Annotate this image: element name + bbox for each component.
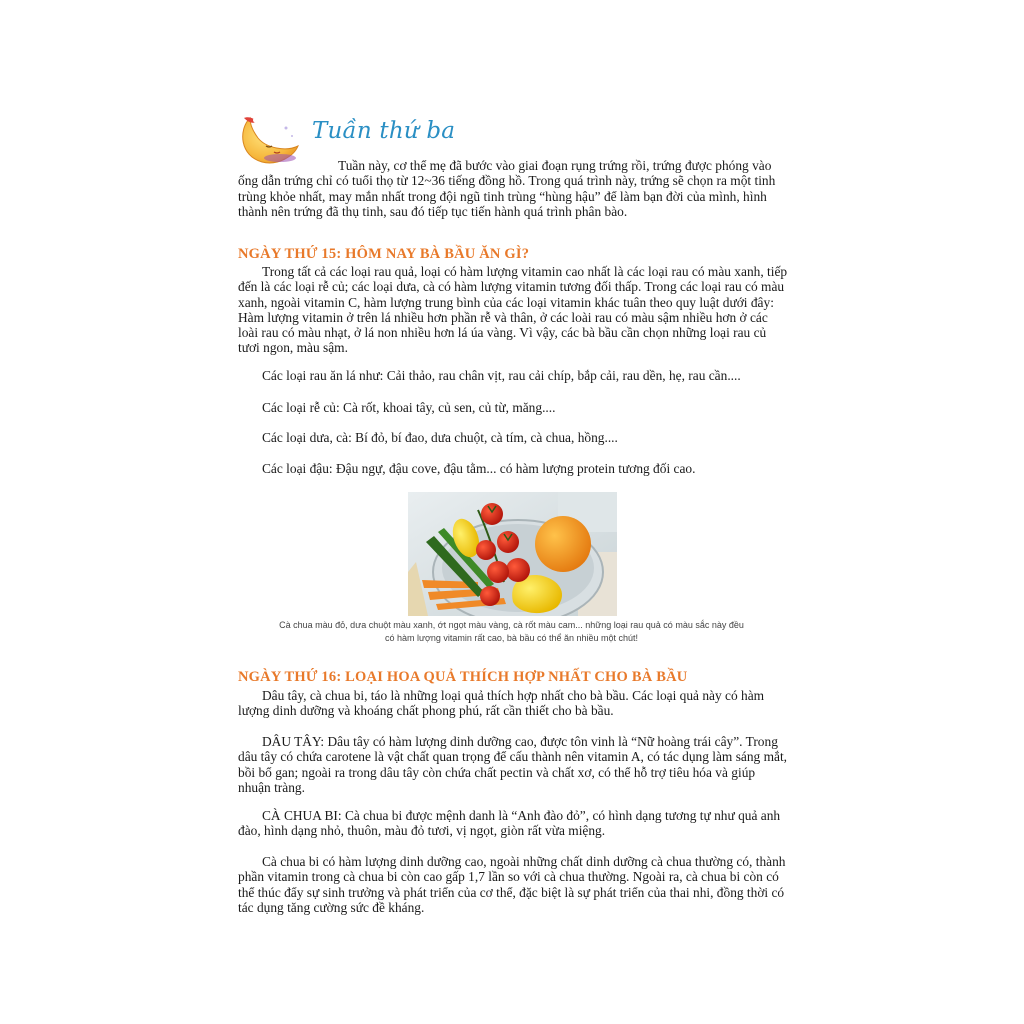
vegetable-basket-photo [408, 492, 617, 616]
day16-paragraph: Cà chua bi có hàm lượng dinh dưỡng cao, ngoài những chất dinh dưỡng cà chua thường có, thành phần vitamin trong cà chua bi còn cao gấp 1,7 lần so với cà chua thường. Ngoài ra, cà chua bi còn có thể thúc đẩy sự sinh trưởng và phát triển của cơ thể, đặc biệt là sự phát triển của thai nhi, đồng thời có tác dụng tăng cường sức đề kháng. [238, 854, 786, 915]
caption-line-1: Cà chua màu đỏ, dưa chuột màu xanh, ớt ngọt màu vàng, cà rốt màu cam... những loại rau quả có màu sắc này đều [279, 620, 744, 630]
week-intro-paragraph: Tuần này, cơ thể mẹ đã bước vào giai đoạn rụng trứng rồi, trứng được phóng vào ống dẫn trứng chỉ có tuổi thọ từ 12~36 tiếng đồng hồ. Trong quá trình này, trứng sẽ chọn ra một tinh trùng khỏe nhất, may mắn nhất trong đội ngũ tinh trùng “hùng hậu” để làm bạn đời của mình, hình thành nên trứng đã thụ tinh, sau đó tiếp tục tiến hành quá trình phân bào. [238, 158, 776, 219]
day16-paragraph: Dâu tây, cà chua bi, táo là những loại quả thích hợp nhất cho bà bầu. Các loại quả này có hàm lượng dinh dưỡng và khoáng chất phong phú, rất cần thiết cho bà bầu. [238, 688, 765, 719]
caption-line-2: có hàm lượng vitamin rất cao, bà bầu có thể ăn nhiều một chút! [384, 632, 639, 643]
week-title: Tuần thứ ba [312, 118, 456, 144]
day16-paragraph: DÂU TÂY: Dâu tây có hàm lượng dinh dưỡng cao, được tôn vinh là “Nữ hoàng trái cây”. Trong dâu tây có chứa carotene là vật chất quan trọng để cấu thành nên vitamin A, có tác dụng làm sáng mắt, bồi bổ gan; ngoài ra trong dâu tây còn chứa chất pectin và chất xơ, có thể hỗ trợ tiêu hóa và giúp nhuận tràng. [238, 734, 788, 795]
day16-heading: NGÀY THỨ 16: LOẠI HOA QUẢ THÍCH HỢP NHẤT CHO BÀ BẦU [238, 669, 688, 685]
day15-paragraph: Trong tất cả các loại rau quả, loại có hàm lượng vitamin cao nhất là các loại rau có màu xanh, tiếp đến là các loại rễ củ; các loại dưa, cà có hàm lượng vitamin tương đối thấp. Trong các loại rau có màu xanh, ngoài vitamin C, hàm lượng trung bình của các loại vitamin khác tuân theo quy luật dưới đây: Hàm lượng vitamin ở trên lá nhiều hơn phần rễ và thân, ở các loài rau có màu sậm nhiều hơn ở các loài rau có màu nhạt, ở lá non nhiều hơn lá úa vàng. Vì vậy, các bà bầu cần chọn những loại rau củ tươi ngon, màu sậm. [238, 264, 788, 356]
day16-paragraph: CÀ CHUA BI: Cà chua bi được mệnh danh là “Anh đào đỏ”, có hình dạng tương tự như quả anh đào, hình dạng nhỏ, thuôn, màu đỏ tươi, vị ngọt, giòn rất vừa miệng. [238, 808, 781, 839]
list-item: Các loại dưa, cà: Bí đỏ, bí đao, dưa chuột, cà tím, cà chua, hồng.... [262, 430, 618, 445]
photo-caption [264, 619, 759, 644]
day15-heading: NGÀY THỨ 15: HÔM NAY BÀ BẦU ĂN GÌ? [238, 246, 530, 262]
list-item: Các loại rau ăn lá như: Cải thảo, rau chân vịt, rau cải chíp, bắp cải, rau dền, hẹ, rau cần.... [262, 368, 741, 383]
list-item: Các loại đậu: Đậu ngự, đậu cove, đậu tằm... có hàm lượng protein tương đối cao. [262, 461, 696, 476]
list-item: Các loại rễ củ: Cà rốt, khoai tây, củ sen, củ từ, măng.... [262, 400, 556, 415]
